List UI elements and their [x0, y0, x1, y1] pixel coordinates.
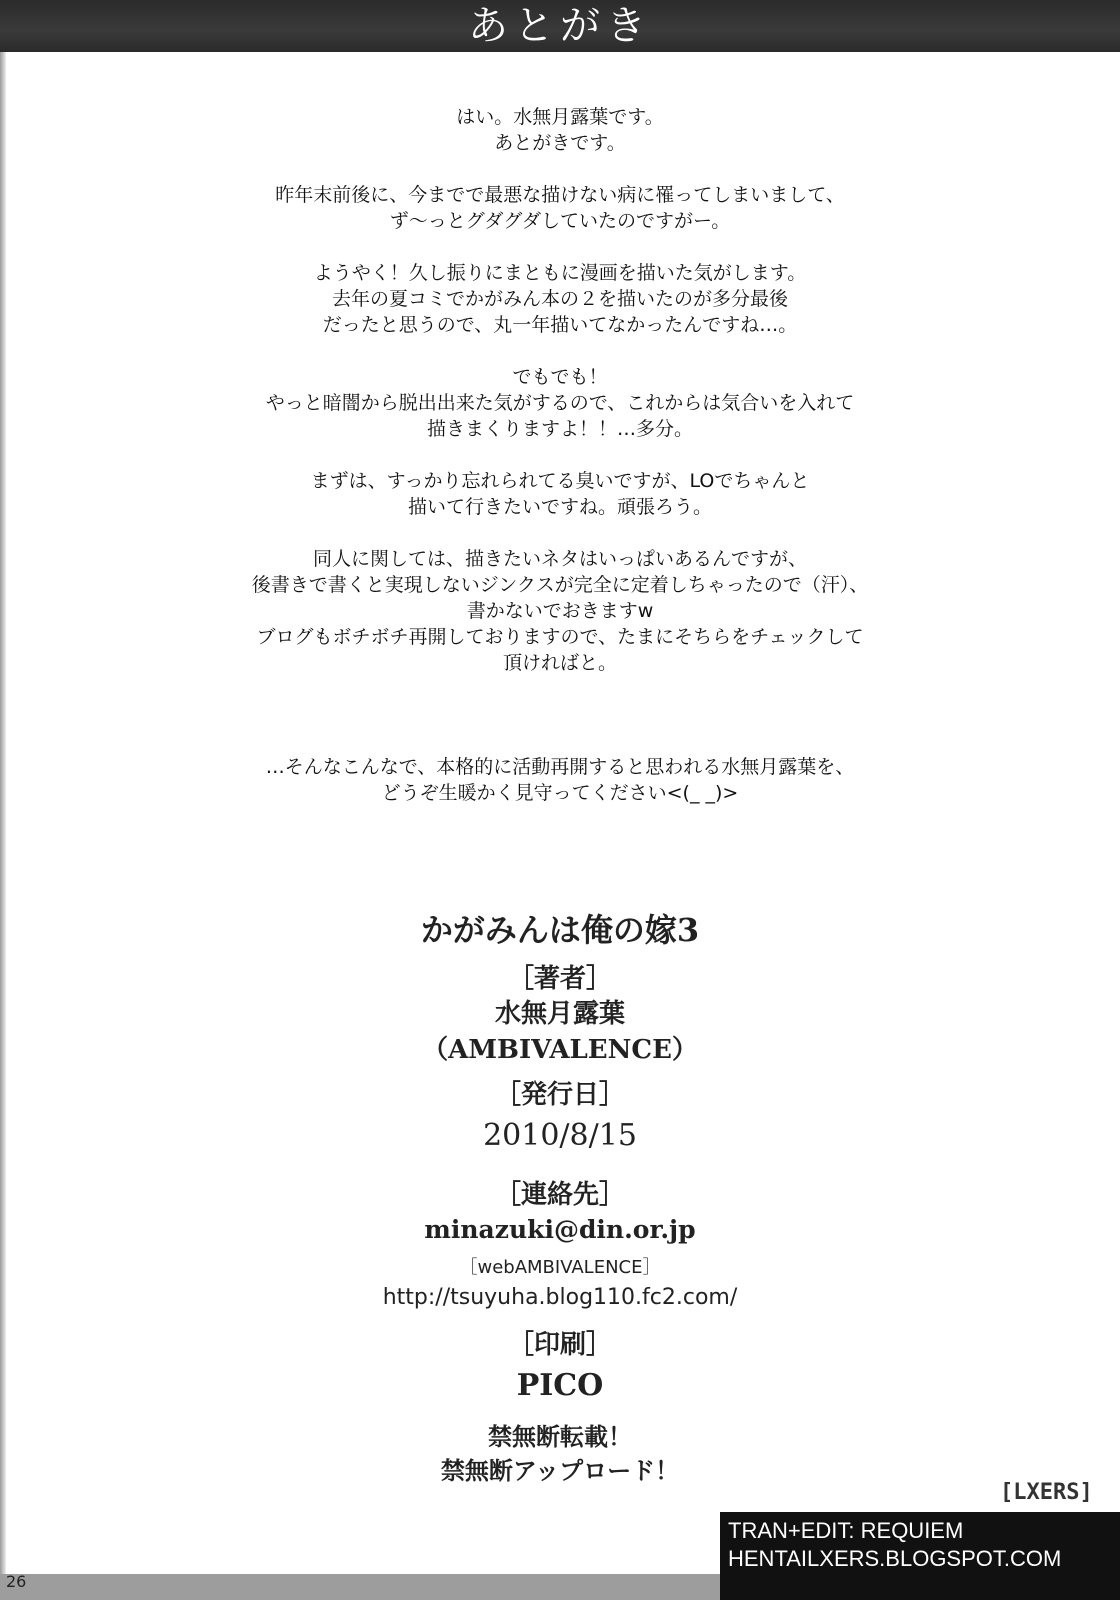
date-label: ［発行日］	[494, 1080, 625, 1110]
page-title: あとがき	[468, 3, 652, 49]
afterword-line: 描いて行きたいですね。頑張ろう。	[407, 496, 712, 518]
page-edge-shadow	[0, 52, 6, 1600]
author-name: 水無月露葉	[494, 999, 625, 1029]
afterword-line: ず～っとグダグダしていたのですがー。	[389, 210, 731, 232]
printer-name: PICO	[516, 1368, 604, 1403]
afterword-line: ようやく！久し振りにまともに漫画を描いた気がします。	[313, 262, 807, 284]
afterword-paragraph	[130, 468, 990, 520]
afterword-paragraph	[130, 260, 990, 338]
afterword-line: 描きまくりますよ！！…多分。	[426, 418, 693, 440]
afterword-line: 同人に関しては、描きたいネタはいっぱいあるんですが、	[312, 548, 807, 570]
book-title: かがみんは俺の嫁3	[420, 911, 700, 949]
credit-line: TRAN+EDIT: REQUIEM	[728, 1518, 964, 1543]
colophon	[260, 900, 860, 1488]
afterword-line: …そんなこんなで、本格的に活動再開すると思われる水無月露葉を、	[265, 756, 855, 778]
author-circle: （AMBIVALENCE）	[422, 1035, 698, 1065]
footer-bar-left	[0, 1574, 720, 1600]
afterword-paragraph	[130, 182, 990, 234]
afterword-line: やっと暗闇から脱出出来た気がするので、これからは気合いを入れて	[265, 392, 855, 414]
afterword-line: 頂ければと。	[502, 652, 617, 674]
afterword-line: 後書きで書くと実現しないジンクスが完全に定着しちゃったので（汗）、	[251, 574, 869, 596]
afterword-text	[130, 104, 990, 832]
contact-label: ［連絡先］	[494, 1180, 625, 1210]
afterword-line: だったと思うので、丸一年描いてなかったんですね…。	[322, 314, 798, 336]
page-number: 26	[6, 1572, 27, 1591]
afterword-line: まずは、すっかり忘れられてる臭いですが、LOでちゃんと	[310, 470, 810, 492]
contact-email: minazuki@din.or.jp	[424, 1215, 696, 1244]
afterword-line: はい。水無月露葉です。	[456, 106, 664, 128]
no-reprint-notice: 禁無断転載！	[488, 1422, 632, 1451]
afterword-line: ブログもボチボチ再開しておりますので、たまにそちらをチェックして	[256, 626, 864, 648]
afterword-paragraph	[130, 364, 990, 442]
afterword-paragraph	[130, 754, 990, 806]
author-label: ［著者］	[507, 964, 612, 994]
web-label: ［webAMBIVALENCE］	[459, 1257, 661, 1278]
watermark: [LXERS]	[1000, 1480, 1093, 1505]
afterword-line: でもでも！	[512, 366, 608, 388]
publish-date: 2010/8/15	[483, 1118, 637, 1153]
afterword-line: 去年の夏コミでかがみん本の２を描いたのが多分最後	[331, 288, 788, 310]
afterword-paragraph	[130, 546, 990, 676]
afterword-line: あとがきです。	[494, 132, 626, 154]
no-upload-notice: 禁無断アップロード！	[440, 1456, 680, 1485]
afterword-line: 昨年末前後に、今までで最悪な描けない病に罹ってしまいまして、	[275, 184, 845, 206]
afterword-paragraph	[130, 104, 990, 156]
credit-url: HENTAILXERS.BLOGSPOT.COM	[728, 1546, 1062, 1571]
web-url: http://tsuyuha.blog110.fc2.com/	[382, 1285, 738, 1310]
afterword-line: 書かないでおきますw	[466, 600, 654, 622]
afterword-line: どうぞ生暖かく見守ってください<(_ _)>	[381, 782, 739, 804]
print-label: ［印刷］	[507, 1330, 612, 1360]
